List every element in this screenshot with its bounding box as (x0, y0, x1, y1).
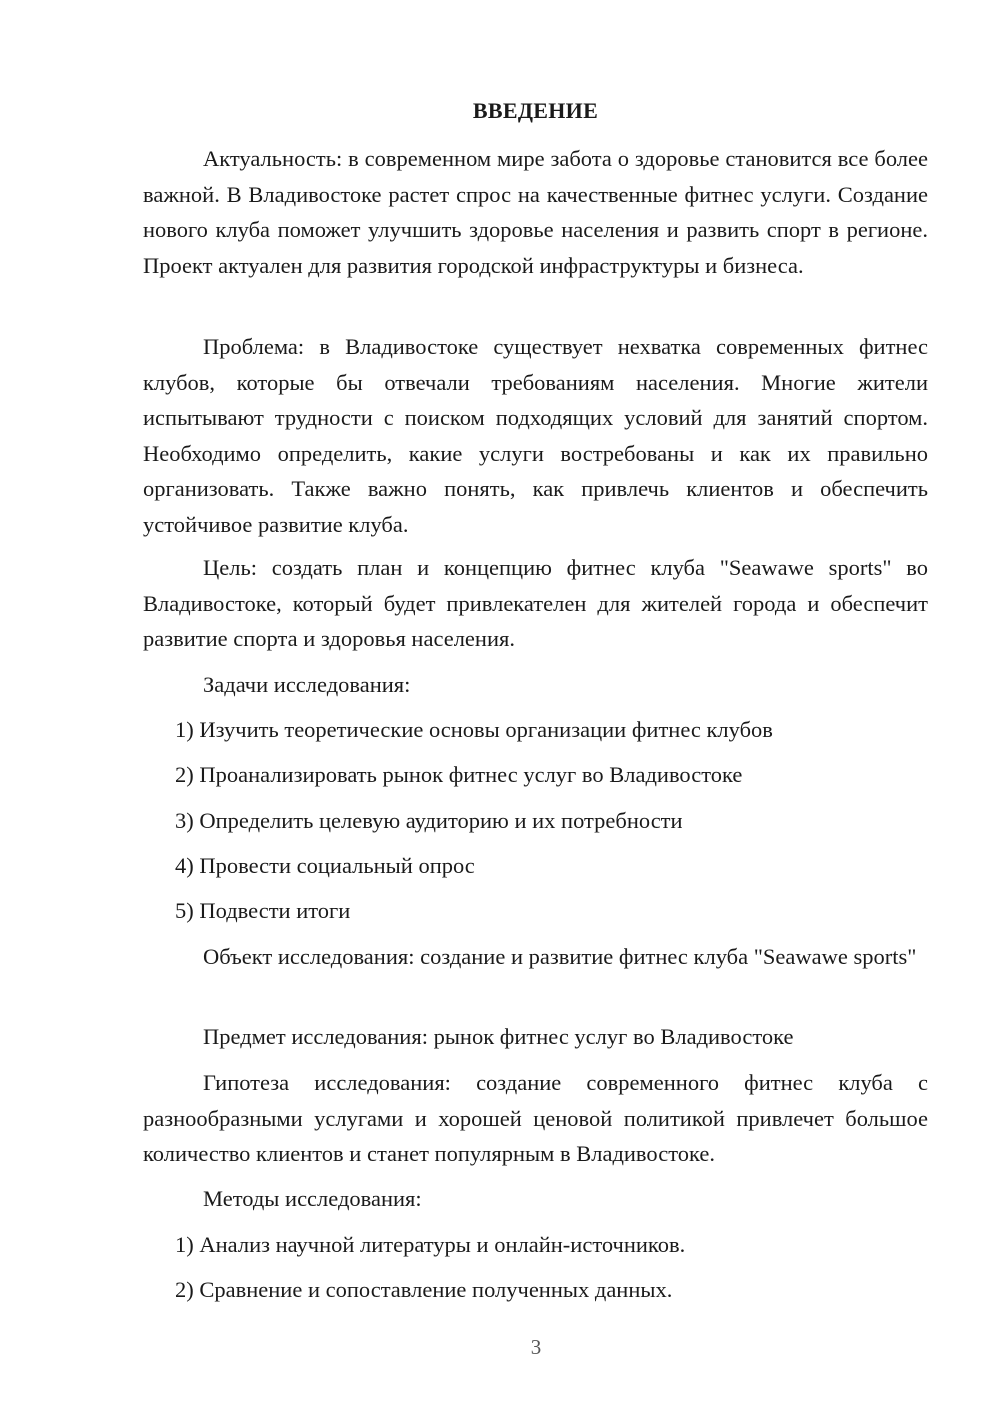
task-item: 5) Подвести итоги (175, 898, 351, 923)
methods-heading: Методы исследования: (203, 1186, 422, 1211)
task-item: 4) Провести социальный опрос (175, 853, 475, 878)
method-item: 2) Сравнение и сопоставление полученных данных. (175, 1277, 673, 1302)
goal-paragraph: Цель: создать план и концепцию фитнес клуба "Seawawe sports" во Владивостоке, который будет привлекателен для жителей города и обеспечит развитие спорта и здоровья населения. (143, 555, 928, 651)
problem-paragraph: Проблема: в Владивостоке существует нехватка современных фитнес клубов, которые бы отвечали требованиям населения. Многие жители испытывают трудности с поиском подходящих условий для занятий спортом. Необходимо определить, какие услуги востребованы и как их правильно организовать. Также важно понять, как привлечь клиентов и обеспечить устойчивое развитие клуба. (143, 334, 928, 537)
object-paragraph: Объект исследования: создание и развитие фитнес клуба "Seawawe sports" (203, 944, 917, 969)
task-item: 2) Проанализировать рынок фитнес услуг во Владивостоке (175, 762, 743, 787)
hypothesis-paragraph: Гипотеза исследования: создание современного фитнес клуба с разнообразными услугами и хорошей ценовой политикой привлечет большое количество клиентов и станет популярным в Владивостоке. (143, 1070, 928, 1166)
method-item: 1) Анализ научной литературы и онлайн-источников. (175, 1232, 686, 1257)
subject-paragraph: Предмет исследования: рынок фитнес услуг во Владивостоке (203, 1024, 794, 1049)
section-title: ВВЕДЕНИЕ (472, 98, 599, 123)
task-item: 1) Изучить теоретические основы организации фитнес клубов (175, 717, 773, 742)
tasks-heading: Задачи исследования: (203, 672, 411, 697)
page-number: 3 (530, 1335, 542, 1359)
relevance-paragraph: Актуальность: в современном мире забота о здоровье становится все более важной. В Владивостоке растет спрос на качественные фитнес услуги. Создание нового клуба поможет улучшить здоровье населения и развить спорт в регионе. Проект актуален для развития городской инфраструктуры и бизнеса. (143, 146, 928, 278)
task-item: 3) Определить целевую аудиторию и их потребности (175, 808, 683, 833)
